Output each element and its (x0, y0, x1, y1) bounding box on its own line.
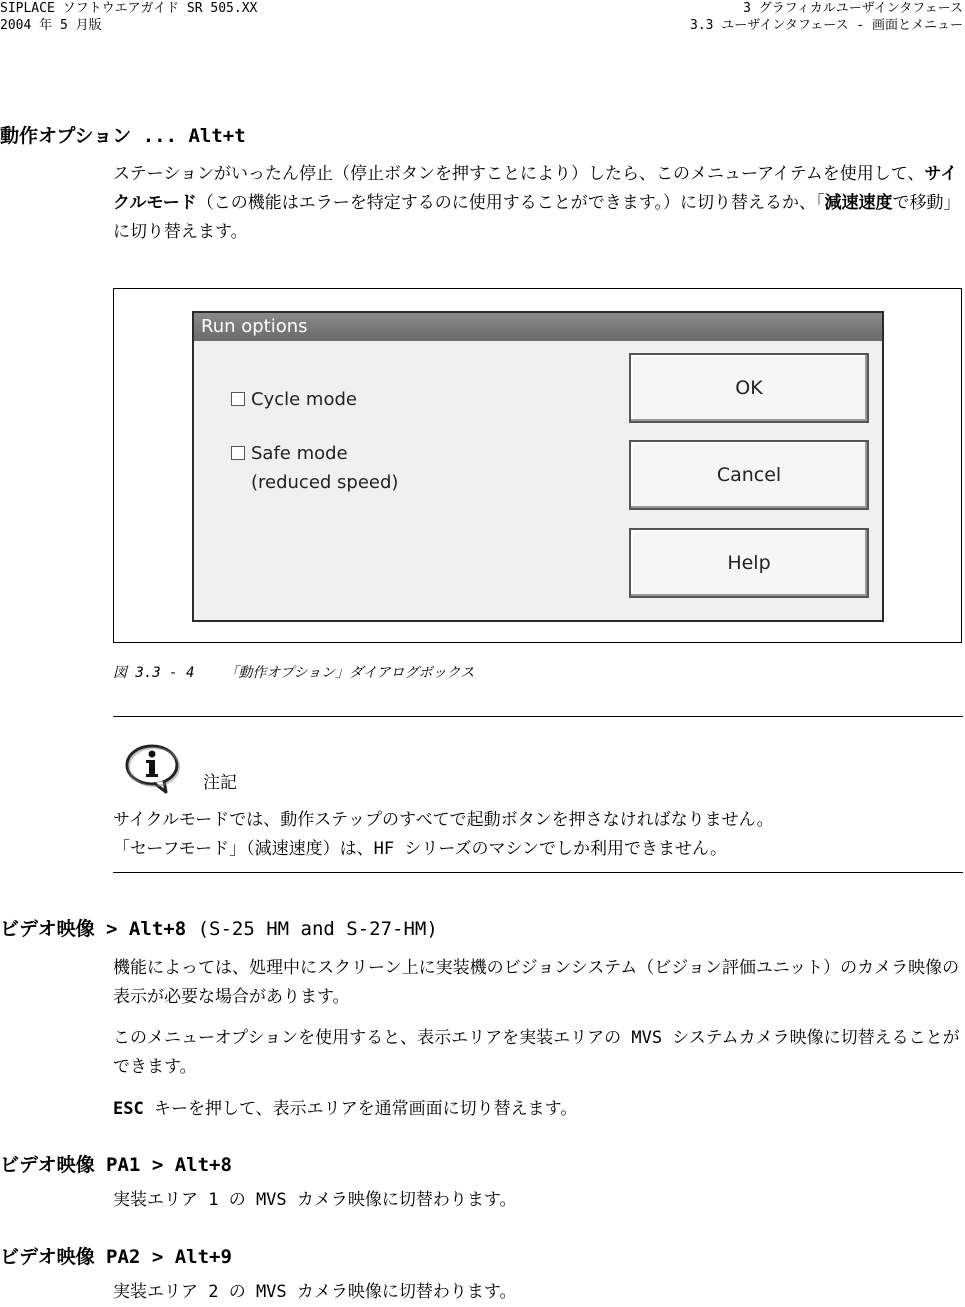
cancel-button[interactable]: Cancel (629, 440, 869, 510)
note-line-1: サイクルモードでは、動作ステップのすべてで起動ボタンを押さなければなりません。 (113, 810, 774, 830)
chapter-title: 3 グラフィカルユーザインタフェース (743, 1, 963, 16)
section-title: 3.3 ユーザインタフェース - 画面とメニュー (689, 18, 963, 33)
run-options-heading: 動作オプション ... Alt+t (0, 125, 246, 147)
video-paragraph-2: このメニューオプションを使用すると、表示エリアを実装エリアの MVS システムカメラ映像に切替えることができます。 (113, 1028, 960, 1077)
page-header-right (690, 0, 963, 34)
video-paragraph-3-text: キーを押して、表示エリアを通常画面に切り替えます。 (143, 1099, 578, 1119)
esc-key: ESC (113, 1099, 144, 1119)
pa2-heading: ビデオ映像 PA2 > Alt+9 (0, 1246, 232, 1268)
run-options-text-2: （この機能はエラーを特定するのに使用することができます。）に切り替えるか、「 (196, 193, 825, 213)
run-options-text-3: で移動」に切り替えます。 (113, 193, 961, 242)
run-options-dialog (192, 311, 884, 622)
page-header-left (0, 0, 257, 34)
note-top-rule (113, 716, 963, 717)
safe-mode-checkbox[interactable] (231, 443, 348, 464)
figure-caption (113, 662, 474, 682)
pa1-paragraph: 実装エリア 1 の MVS カメラ映像に切替わります。 (113, 1190, 517, 1210)
run-options-text-1: ステーションがいったん停止（停止ボタンを押すことにより）したら、このメニューアイテムを使用して、 (113, 164, 925, 184)
cycle-mode-checkbox[interactable] (231, 389, 357, 410)
pa2-paragraph: 実装エリア 2 の MVS カメラ映像に切替わります。 (113, 1282, 517, 1302)
figure-caption-text: 「動作オプション」ダイアログボックス (224, 665, 475, 681)
reduced-speed-term: 減速速度 (824, 193, 893, 213)
note-label: 注記 (203, 773, 237, 793)
figure-number: 図 3.3 - 4 (113, 665, 195, 681)
figure-frame (113, 288, 962, 643)
cycle-mode-label: Cycle mode (251, 389, 357, 410)
note-bottom-rule (113, 872, 963, 873)
dialog-title-bar: Run options (194, 313, 882, 341)
checkbox-icon[interactable] (231, 392, 245, 406)
video-heading-models: (S-25 HM and S-27-HM) (186, 918, 438, 940)
pa1-heading: ビデオ映像 PA1 > Alt+8 (0, 1154, 232, 1176)
edition-date: 2004 年 5 月版 (0, 18, 102, 33)
manual-title: SIPLACE ソフトウエアガイド SR 505.XX (0, 1, 258, 16)
help-button[interactable]: Help (629, 528, 869, 598)
video-heading (0, 914, 438, 941)
info-note-icon (124, 740, 186, 796)
checkbox-icon[interactable] (231, 446, 245, 460)
video-paragraph-3 (113, 1095, 963, 1124)
video-paragraph-1: 機能によっては、処理中にスクリーン上に実装機のビジョンシステム（ビジョン評価ユニット）のカメラ映像の表示が必要な場合があります。 (113, 958, 960, 1007)
ok-button[interactable]: OK (629, 353, 869, 423)
note-line-2: 「セーフモード」（減速速度）は、HF シリーズのマシンでしか利用できません。 (113, 839, 728, 859)
run-options-paragraph (113, 160, 963, 247)
cycle-mode-term: サイクルモード (113, 164, 958, 213)
safe-mode-label: Safe mode (251, 443, 348, 464)
video-heading-bold: ビデオ映像 > Alt+8 (0, 918, 187, 940)
safe-mode-sublabel: (reduced speed) (251, 472, 399, 493)
